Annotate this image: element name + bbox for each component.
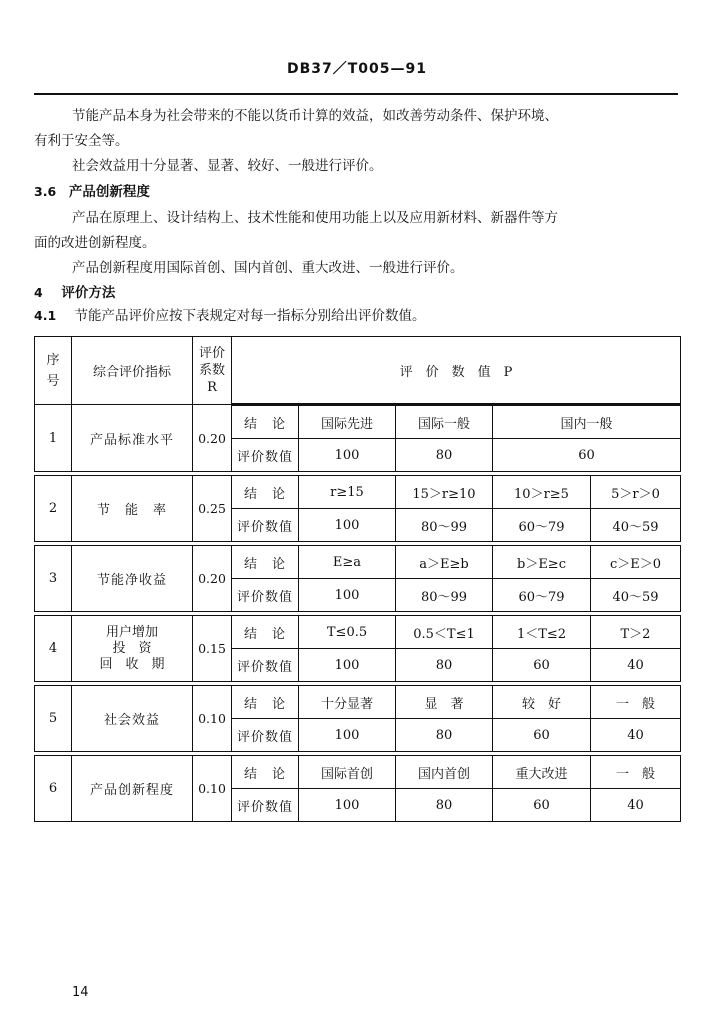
- cell-coefficient: 0.15: [193, 616, 232, 682]
- cell-conclusion: 国际一般: [396, 405, 493, 439]
- cell-value-label: 评价数值: [232, 719, 299, 752]
- cell-value: 100: [299, 509, 396, 542]
- cell-conclusion-label: 结 论: [232, 405, 299, 439]
- cell-seq: 5: [35, 686, 72, 752]
- cell-conclusion: 一 般: [591, 686, 681, 719]
- cell-conclusion: 一 般: [591, 756, 681, 789]
- cell-conclusion: 较 好: [493, 686, 591, 719]
- evaluation-table: [34, 336, 681, 822]
- cell-value: 60: [493, 649, 591, 682]
- indicator-line: 回 收 期: [99, 656, 165, 672]
- cell-value: 80～99: [396, 579, 493, 612]
- indicator-line: 用户增加: [105, 624, 158, 640]
- cell-conclusion-label: 结 论: [232, 756, 299, 789]
- cell-value: 40: [591, 789, 681, 822]
- cell-value: 60: [493, 789, 591, 822]
- table-row: [35, 546, 681, 579]
- cell-conclusion-label: 结 论: [232, 546, 299, 579]
- cell-value: 80: [396, 789, 493, 822]
- cell-conclusion: 国际首创: [299, 756, 396, 789]
- paragraph-text: 社会效益用十分显著、显著、较好、一般进行评价。: [72, 158, 383, 174]
- cell-conclusion: 显 著: [396, 686, 493, 719]
- cell-conclusion: 国内首创: [396, 756, 493, 789]
- page-number: 14: [72, 985, 89, 1000]
- header-coef-line: R: [207, 380, 217, 395]
- cell-value: 100: [299, 719, 396, 752]
- cell-value: 40～59: [591, 579, 681, 612]
- paragraph-text: 面的改进创新程度。: [34, 235, 156, 251]
- section-title: 评价方法: [61, 285, 116, 301]
- paragraph-text: 产品在原理上、设计结构上、技术性能和使用功能上以及应用新材料、新器件等方: [72, 210, 558, 226]
- cell-seq: 4: [35, 616, 72, 682]
- cell-conclusion: 5＞r＞0: [591, 476, 681, 509]
- section-text: 节能产品评价应按下表规定对每一指标分别给出评价数值。: [74, 308, 426, 324]
- cell-seq: 3: [35, 546, 72, 612]
- section-number: 3.6: [34, 184, 57, 199]
- cell-conclusion: 国际先进: [299, 405, 396, 439]
- cell-value: 100: [299, 579, 396, 612]
- cell-conclusion: 10＞r≥5: [493, 476, 591, 509]
- indicator-line: 投 资: [112, 640, 152, 656]
- header-indicator: 综合评价指标: [72, 337, 193, 405]
- cell-value: 60: [493, 719, 591, 752]
- cell-indicator: 节能净收益: [72, 546, 193, 612]
- cell-value: 80: [396, 719, 493, 752]
- cell-value: 60: [493, 439, 681, 472]
- cell-conclusion: r≥15: [299, 476, 396, 509]
- paragraph-text: 有利于安全等。: [34, 133, 129, 149]
- cell-value: 60～79: [493, 509, 591, 542]
- cell-value: 40: [591, 649, 681, 682]
- section-heading-4: [34, 284, 115, 302]
- paragraph-text: 节能产品本身为社会带来的不能以货币计算的效益，如改善劳动条件、保护环境、: [72, 108, 558, 124]
- cell-value-label: 评价数值: [232, 509, 299, 542]
- cell-conclusion: 十分显著: [299, 686, 396, 719]
- cell-indicator: 产品创新程度: [72, 756, 193, 822]
- cell-value: 40～59: [591, 509, 681, 542]
- section-number: 4: [34, 285, 43, 300]
- cell-value: 100: [299, 649, 396, 682]
- cell-seq: 6: [35, 756, 72, 822]
- cell-conclusion: T＞2: [591, 616, 681, 649]
- section-title: 产品创新程度: [68, 184, 150, 200]
- table-header-row: [35, 337, 681, 405]
- cell-indicator: [72, 616, 193, 682]
- header-value: 评 价 数 值 P: [232, 337, 681, 405]
- cell-coefficient: 0.10: [193, 756, 232, 822]
- cell-conclusion: 重大改进: [493, 756, 591, 789]
- cell-coefficient: 0.20: [193, 546, 232, 612]
- cell-value-label: 评价数值: [232, 649, 299, 682]
- cell-value: 80: [396, 439, 493, 472]
- cell-value-label: 评价数值: [232, 789, 299, 822]
- table-row: [35, 686, 681, 719]
- table-row: [35, 476, 681, 509]
- header-coef-line: 评价: [198, 346, 225, 361]
- header-seq-line: 号: [46, 373, 60, 389]
- cell-value-label: 评价数值: [232, 439, 299, 472]
- cell-indicator: 社会效益: [72, 686, 193, 752]
- cell-conclusion: a＞E≥b: [396, 546, 493, 579]
- cell-value: 100: [299, 789, 396, 822]
- cell-conclusion: 1＜T≤2: [493, 616, 591, 649]
- table-row: [35, 756, 681, 789]
- cell-seq: 2: [35, 476, 72, 542]
- cell-conclusion: 国内一般: [493, 405, 681, 439]
- cell-conclusion-label: 结 论: [232, 686, 299, 719]
- paragraph-text: 产品创新程度用国际首创、国内首创、重大改进、一般进行评价。: [72, 260, 464, 276]
- cell-value: 100: [299, 439, 396, 472]
- cell-coefficient: 0.20: [193, 405, 232, 472]
- cell-conclusion: b＞E≥c: [493, 546, 591, 579]
- cell-conclusion: 0.5＜T≤1: [396, 616, 493, 649]
- cell-coefficient: 0.25: [193, 476, 232, 542]
- cell-indicator: 产品标准水平: [72, 405, 193, 472]
- document-number-header: DB37／T005—91: [286, 61, 428, 77]
- cell-conclusion: 15＞r≥10: [396, 476, 493, 509]
- header-coef-line: 系数: [198, 363, 225, 378]
- cell-conclusion: T≤0.5: [299, 616, 396, 649]
- cell-value: 80: [396, 649, 493, 682]
- cell-conclusion-label: 结 论: [232, 616, 299, 649]
- cell-coefficient: 0.10: [193, 686, 232, 752]
- section-4-1: [34, 307, 425, 325]
- section-heading-3-6: [34, 183, 150, 201]
- cell-conclusion-label: 结 论: [232, 476, 299, 509]
- header-seq-line: 序: [46, 352, 60, 368]
- header-seq: [35, 337, 72, 405]
- cell-conclusion: c＞E＞0: [591, 546, 681, 579]
- cell-indicator: 节 能 率: [72, 476, 193, 542]
- cell-seq: 1: [35, 405, 72, 472]
- cell-conclusion: E≥a: [299, 546, 396, 579]
- section-number: 4.1: [34, 308, 57, 323]
- table-row: [35, 616, 681, 649]
- cell-value: 80～99: [396, 509, 493, 542]
- header-rule: [34, 93, 678, 95]
- header-coefficient: [193, 337, 232, 405]
- table-row: [35, 405, 681, 439]
- cell-value: 60～79: [493, 579, 591, 612]
- cell-value: 40: [591, 719, 681, 752]
- cell-value-label: 评价数值: [232, 579, 299, 612]
